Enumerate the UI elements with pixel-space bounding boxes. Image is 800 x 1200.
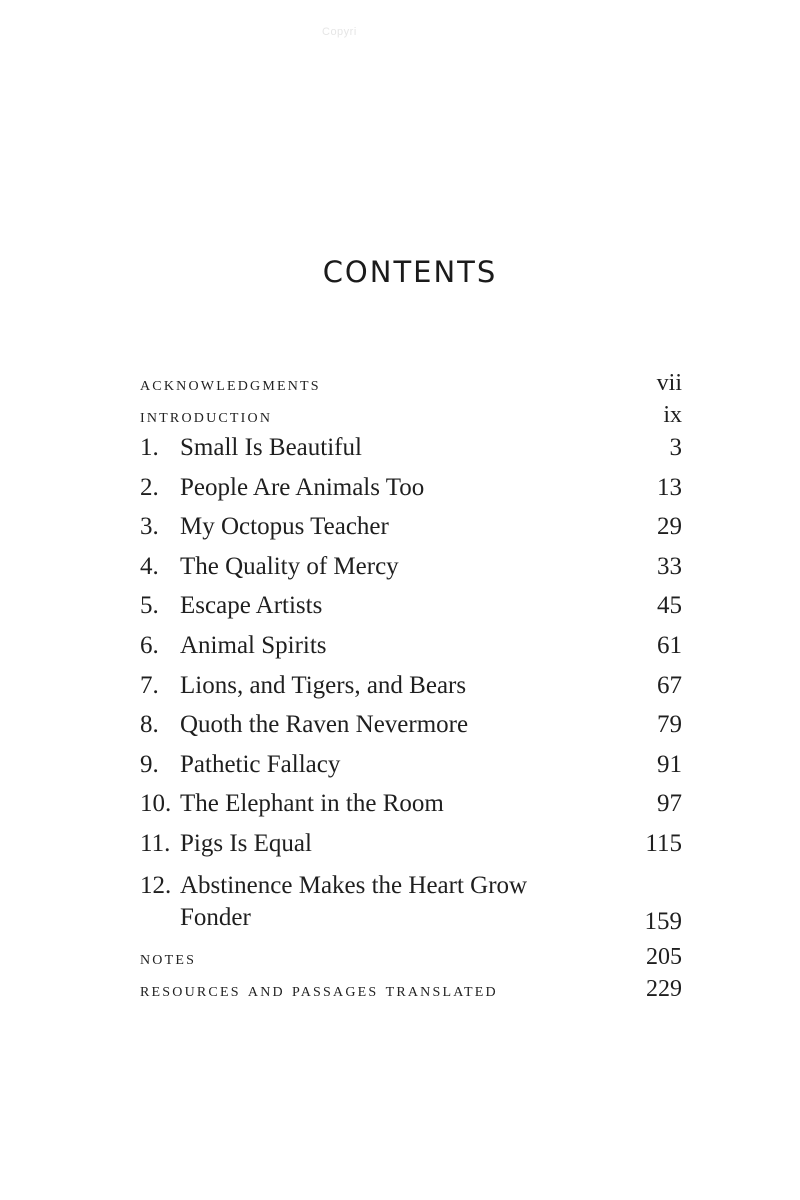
toc-chapter-7[interactable] (140, 672, 682, 712)
chapter-number: 8. (140, 711, 159, 739)
toc-entry-page: 229 (646, 975, 682, 1002)
chapter-title: The Quality of Mercy (180, 552, 399, 580)
chapter-title: The Elephant in the Room (180, 790, 444, 818)
chapter-number: 1. (140, 434, 159, 461)
toc-entry-label: introduction (140, 405, 273, 427)
toc-entry-introduction[interactable] (140, 402, 682, 434)
toc-chapter-12[interactable] (140, 870, 682, 944)
chapter-number: 3. (140, 513, 159, 541)
toc-chapter-2[interactable] (140, 474, 682, 514)
chapter-page: 67 (657, 671, 682, 699)
toc-entry-label: acknowledgments (140, 373, 321, 395)
toc-chapter-9[interactable] (140, 751, 682, 791)
toc-chapter-3[interactable] (140, 513, 682, 553)
chapter-title: My Octopus Teacher (180, 513, 389, 541)
toc-entry-page: 205 (646, 943, 682, 970)
toc-entry-acknowledgments[interactable] (140, 370, 682, 402)
toc-chapter-8[interactable] (140, 711, 682, 751)
toc-chapter-11[interactable] (140, 830, 682, 870)
chapter-title: People Are Animals Too (180, 473, 425, 501)
chapter-number: 7. (140, 671, 159, 699)
chapter-number: 5. (140, 592, 159, 620)
chapter-page: 61 (657, 631, 682, 659)
chapter-title: Animal Spirits (180, 631, 327, 659)
chapter-title: Small Is Beautiful (180, 434, 362, 461)
toc-entry-page: ix (663, 402, 682, 428)
page-title: CONTENTS (322, 255, 498, 289)
chapter-page: 159 (644, 907, 682, 935)
chapter-number: 10. (140, 790, 172, 818)
chapter-page: 29 (657, 513, 682, 541)
toc-entry-page: vii (656, 370, 682, 396)
chapter-page: 33 (657, 552, 682, 580)
chapter-title: Pathetic Fallacy (180, 750, 341, 778)
chapter-number: 12. (140, 871, 172, 899)
chapter-page: 13 (657, 473, 682, 501)
chapter-title: Abstinence Makes the Heart Grow Fonder (180, 871, 528, 931)
faint-header-text: Copyri (322, 26, 357, 38)
toc-chapter-6[interactable] (140, 632, 682, 672)
chapter-page: 91 (657, 750, 682, 778)
toc-chapter-10[interactable] (140, 790, 682, 830)
toc-entry-label: notes (140, 946, 197, 969)
chapter-page: 45 (657, 592, 682, 620)
toc-entry-notes[interactable] (140, 944, 682, 976)
chapter-title: Escape Artists (180, 592, 323, 620)
table-of-contents (140, 370, 682, 1008)
toc-chapter-4[interactable] (140, 553, 682, 593)
chapter-number: 4. (140, 552, 159, 580)
chapter-title: Pigs Is Equal (180, 829, 312, 857)
chapter-title: Lions, and Tigers, and Bears (180, 671, 467, 699)
chapter-page: 79 (657, 711, 682, 739)
toc-entry-resources[interactable] (140, 976, 682, 1008)
toc-chapter-5[interactable] (140, 592, 682, 632)
toc-chapter-1[interactable] (140, 434, 682, 474)
chapter-title: Quoth the Raven Nevermore (180, 711, 469, 739)
toc-entry-label: resources and passages translated (140, 978, 498, 1001)
chapter-page: 115 (645, 829, 682, 857)
chapter-number: 6. (140, 631, 159, 659)
chapter-page: 3 (669, 434, 682, 461)
chapter-number: 9. (140, 750, 159, 778)
chapter-number: 2. (140, 473, 159, 501)
chapter-page: 97 (657, 790, 682, 818)
chapter-number: 11. (140, 829, 171, 857)
